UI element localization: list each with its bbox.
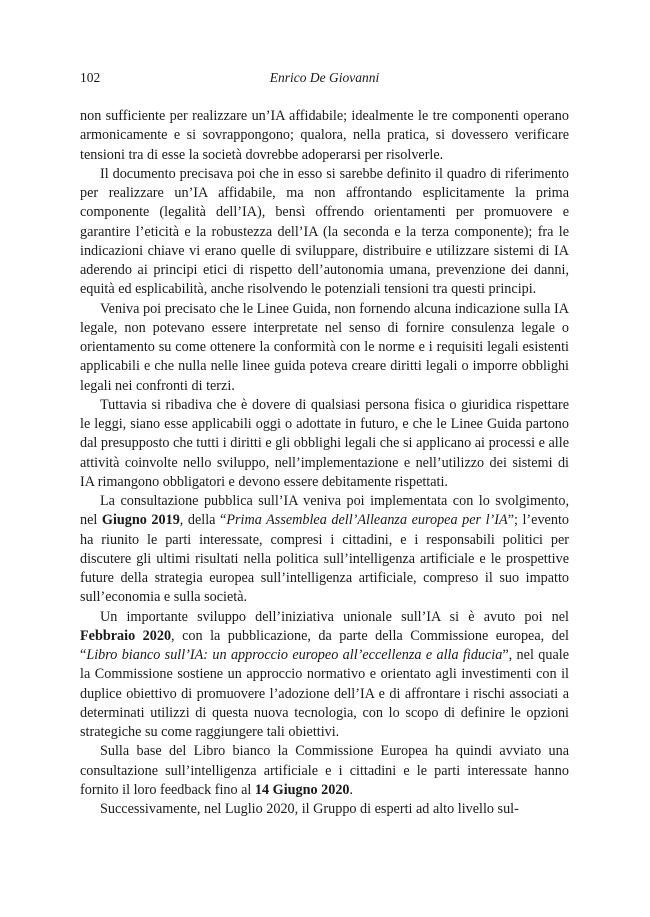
paragraph — [80, 165, 569, 300]
running-head: Enrico De Giovanni — [269, 70, 380, 85]
paragraph — [80, 396, 569, 492]
paragraph — [80, 800, 569, 819]
text-run: non sufficiente per realizzare un’IA affidabile; idealmente le tre componenti operano armonicamente e si sovrappongono; qualora, nella pratica, si dovessero verificare tensioni tra di esse la società dovrebbe adoperarsi per risolverle. — [80, 108, 569, 163]
paragraph — [80, 300, 569, 396]
text-run: Veniva poi precisato che le Linee Guida, non fornendo alcuna indicazione sulla IA legale, non potevano essere interpretate nel senso di fornire consulenza legale o orientamento su come ottenere la conformità con le norme e i requisiti legali esistenti applicabili e che nulla nelle linee guida poteva creare diritti legali o imporre obblighi legali nei confronti di terzi. — [80, 300, 569, 394]
italic-text: Prima Assemblea dell’Alleanza europea per l’IA — [226, 512, 508, 529]
bold-text: 14 Giugno 2020 — [254, 781, 350, 798]
text-run: . — [349, 781, 354, 798]
text-run: Successivamente, nel Luglio 2020, il Gruppo di esperti ad alto livello sul- — [100, 801, 519, 817]
paragraph — [80, 107, 569, 165]
paragraph — [80, 608, 569, 743]
paragraph — [80, 492, 569, 608]
text-run: Il documento precisava poi che in esso si sarebbe definito il quadro di riferimento per realizzare un’IA affidabile, ma non affrontando esplicitamente la prima componente (legalità dell’IA), bensì offrendo orientamenti per promuovere e garantire l’eticità e la robustezza dell’IA (la seconda e la terza componente); fra le indicazioni chiave vi erano quelle di sviluppare, distribuire e utilizzare sistemi di IA aderendo ai principi etici di rispetto dell’autonomia umana, prevenzione dei danni, equità ed esplicabilità, anche risolvendo le potenziali tensioni tra questi principi. — [80, 165, 569, 298]
page-number: 102 — [80, 70, 101, 85]
bold-text: Febbraio 2020 — [80, 627, 172, 644]
text-run: Un importante sviluppo dell’iniziativa unionale sull’IA si è avuto poi nel — [100, 608, 569, 625]
text-run: , della “ — [179, 512, 227, 529]
text-run: ”, nel quale la Commissione sostiene un approccio normativo e orientato agli investimenti con il duplice obiettivo di promuovere l’adozione dell’IA e di affrontare i rischi associati a determinati utilizzi di questa nuova tecnologia, con lo scopo di definire le opzioni strategiche su come raggiungere tali obiettivi. — [80, 647, 569, 740]
text-run: , con la pubblicazione, da parte della Commissione europea, del “ — [80, 627, 570, 663]
paragraph — [80, 742, 569, 800]
text-run: Sulla base del Libro bianco la Commissione Europea ha quindi avviato una consultazione sull’intelligenza artificiale e i cittadini e le parti interessate hanno fornito il loro feedback fino al — [80, 743, 569, 798]
text-run: Tuttavia si ribadiva che è dovere di qualsiasi persona fisica o giuridica rispettare le leggi, siano esse applicabili oggi o adottate in futuro, e che le Linee Guida partono dal presupposto che tutti i diritti e gli obblighi legali che si applicano ai processi e alle attività coinvolte nello sviluppo, nell’implementazione e nell’utilizzo dei sistemi di IA rimangono obbligatori e devono essere debitamente rispettati. — [80, 396, 569, 490]
page-header — [80, 68, 569, 88]
text-run: ”; l’evento ha riunito le parti interessate, compresi i cittadini, e i responsabili politici per discutere gli ultimi risultati nella politica sull’intelligenza artificiale e le prospettive future della strategia europea sull’intelligenza artificiale, compreso il suo impatto sull’economia e sulla società. — [80, 512, 569, 606]
text-run: La consultazione pubblica sull’IA veniva poi implementata con lo svolgimento, nel — [80, 493, 569, 529]
bold-text: Giugno 2019 — [101, 512, 180, 529]
italic-text: Libro bianco sull’IA: un approccio europeo all’eccellenza e alla fiducia — [86, 647, 503, 663]
body-text — [80, 107, 569, 819]
